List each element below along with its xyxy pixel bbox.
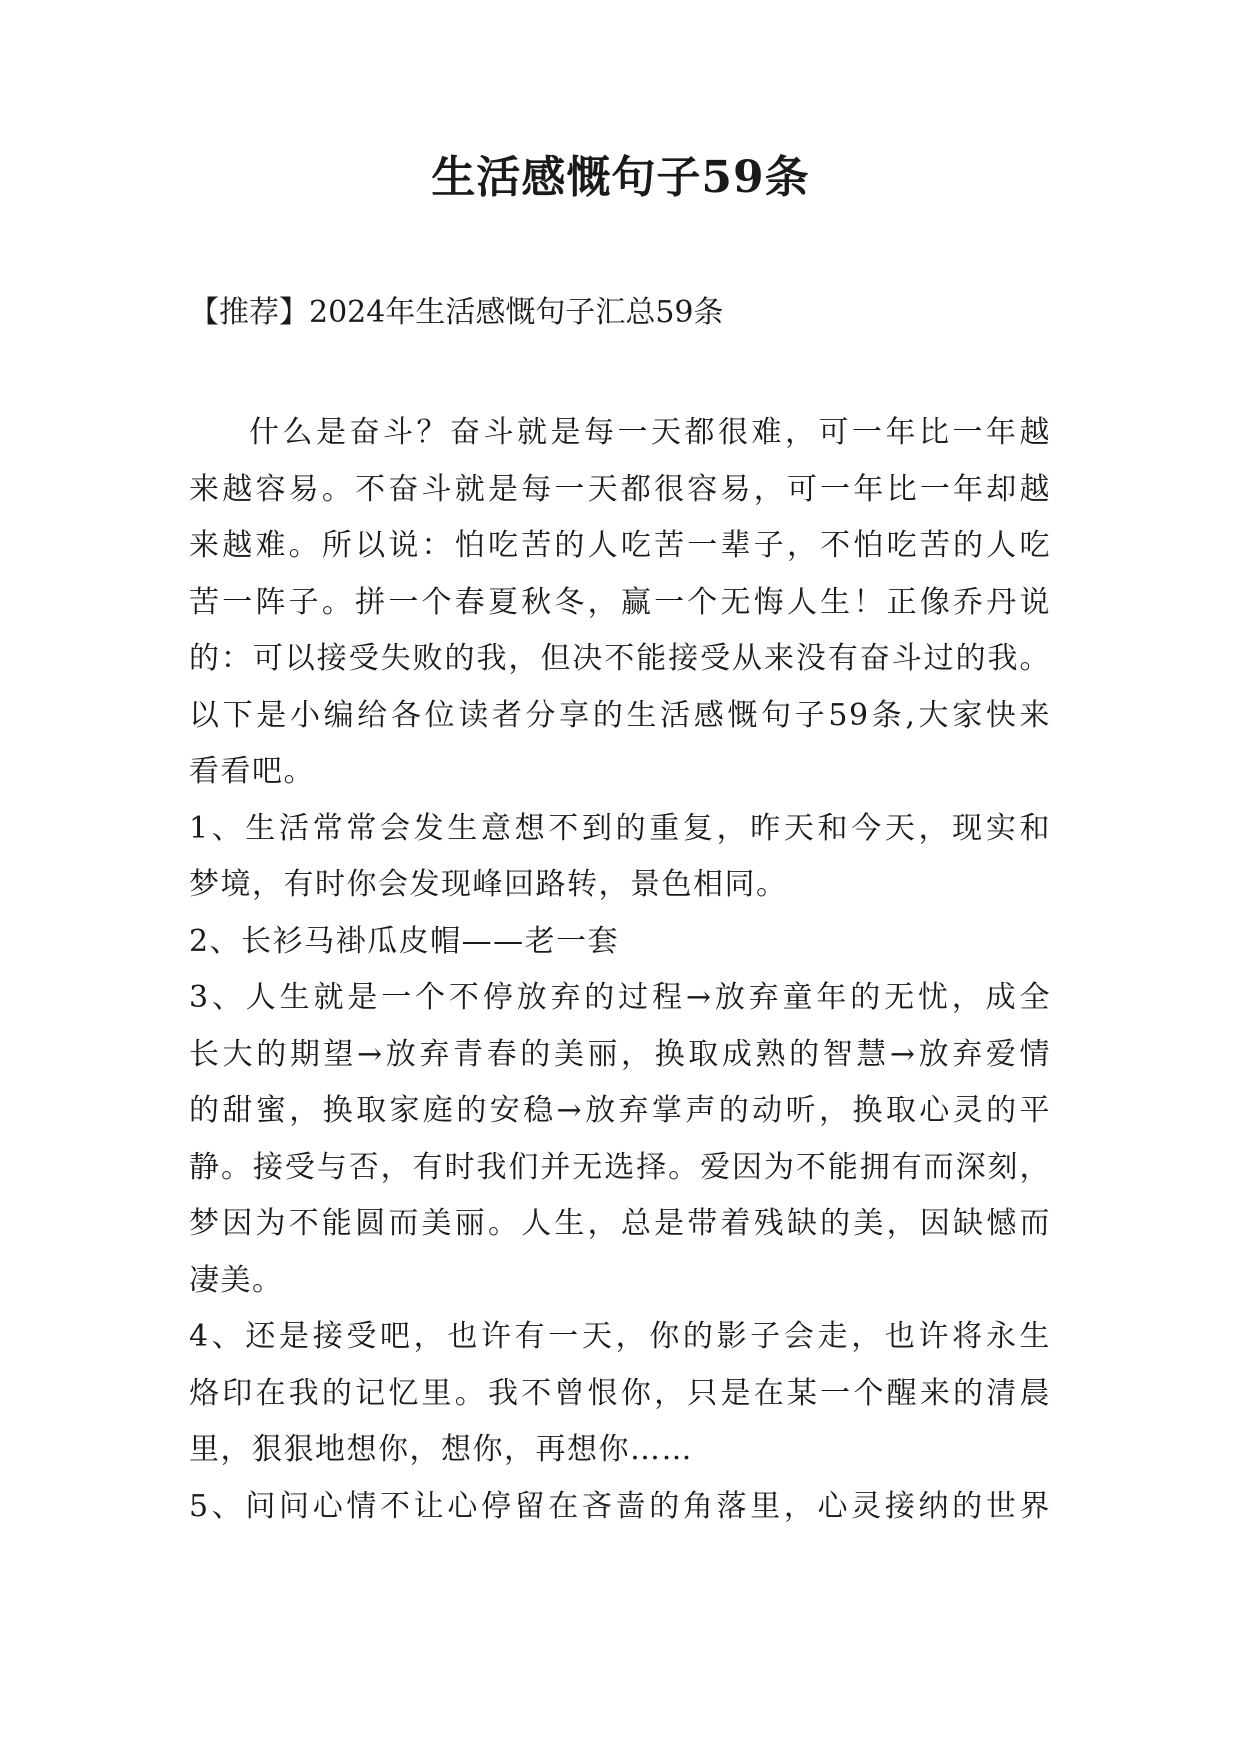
text-line: 梦因为不能圆而美丽。人生，总是带着残缺的美，因缺憾而 (189, 1206, 1051, 1241)
text-line: 长大的期望→放弃青春的美丽，换取成熟的智慧→放弃爱情 (189, 1036, 1051, 1072)
list-item-2 (189, 914, 1051, 971)
text-line: 苦一阵子。拼一个春夏秋冬，赢一个无悔人生！正像乔丹说 (189, 584, 1051, 620)
text-line: 5、问问心情不让心停留在吝啬的角落里，心灵接纳的世界 (189, 1488, 1051, 1524)
text-line: 2、长衫马褂瓜皮帽——老一套 (189, 923, 620, 959)
intro-paragraph (189, 405, 1051, 801)
list-item-1 (189, 801, 1051, 914)
text-line: 的甜蜜，换取家庭的安稳→放弃掌声的动听，换取心灵的平 (189, 1093, 1051, 1128)
text-line: 的：可以接受失败的我，但决不能接受从来没有奋斗过的我。 (189, 641, 1051, 676)
text-line: 看看吧。 (189, 754, 315, 789)
text-line: 3、人生就是一个不停放弃的过程→放弃童年的无忧，成全 (189, 980, 1051, 1015)
text-line: 什么是奋斗？奋斗就是每一天都很难，可一年比一年越 (249, 415, 1051, 450)
text-line: 烙印在我的记忆里。我不曾恨你，只是在某一个醒来的清晨 (189, 1375, 1051, 1411)
list-item-4 (189, 1309, 1051, 1479)
text-line: 4、还是接受吧，也许有一天，你的影子会走，也许将永生 (189, 1319, 1051, 1354)
text-line: 来越容易。不奋斗就是每一天都很容易，可一年比一年却越 (189, 471, 1051, 507)
document-body (189, 405, 1051, 1535)
list-item-3 (189, 970, 1051, 1309)
document-subtitle: 【推荐】2024年生活感慨句子汇总59条 (189, 295, 724, 330)
text-line: 1、生活常常会发生意想不到的重复，昨天和今天，现实和 (189, 810, 1051, 846)
text-line: 梦境，有时你会发现峰回路转，景色相同。 (189, 867, 788, 902)
text-line: 静。接受与否，有时我们并无选择。爱因为不能拥有而深刻， (189, 1149, 1051, 1185)
document-title: 生活感慨句子59条 (431, 152, 810, 203)
text-line: 里，狠狠地想你，想你，再想你…… (189, 1432, 693, 1467)
text-line: 凄美。 (189, 1262, 284, 1298)
list-item-5 (189, 1479, 1051, 1536)
text-line: 来越难。所以说：怕吃苦的人吃苦一辈子，不怕吃苦的人吃 (189, 528, 1051, 563)
text-line: 以下是小编给各位读者分享的生活感慨句子59条,大家快来 (189, 697, 1051, 733)
